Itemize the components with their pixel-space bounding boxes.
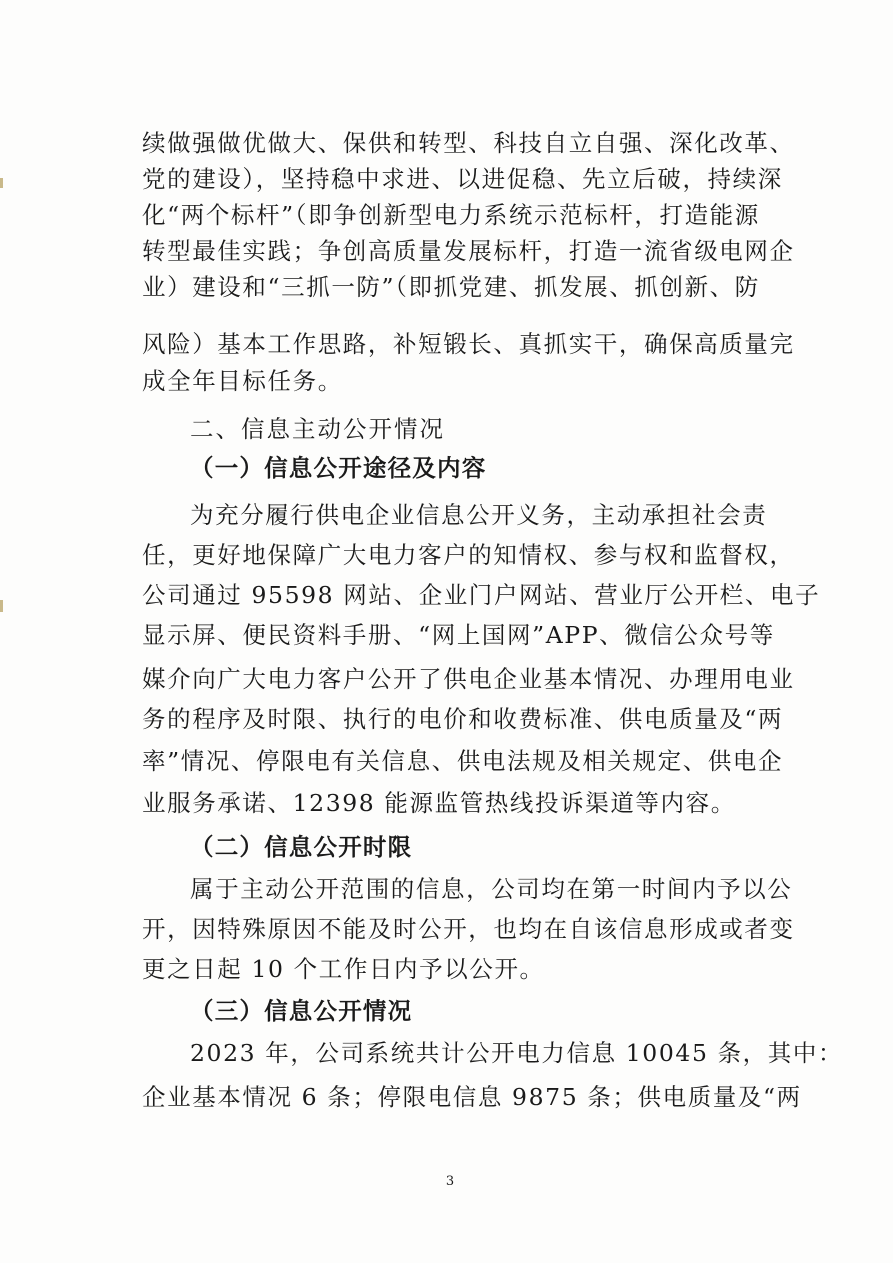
- page-number: 3: [445, 1174, 455, 1189]
- body-text-line: 更之日起 10 个工作日内予以公开。: [142, 955, 545, 983]
- section-heading: 二、信息主动公开情况: [190, 415, 445, 443]
- subsection-heading: （三）信息公开情况: [190, 997, 413, 1025]
- body-text-line: 务的程序及时限、执行的电价和收费标准、供电质量及“两: [142, 705, 784, 733]
- body-text-line: 率”情况、停限电有关信息、供电法规及相关规定、供电企: [142, 747, 784, 775]
- body-text-line: 业服务承诺、12398 能源监管热线投诉渠道等内容。: [142, 789, 736, 817]
- subsection-heading: （二）信息公开时限: [190, 833, 413, 861]
- body-text-line: 化“两个标杆”（即争创新型电力系统示范标杆，打造能源: [142, 201, 760, 229]
- paragraph-first-line: 为充分履行供电企业信息公开义务，主动承担社会责: [190, 501, 768, 529]
- body-text-line: 公司通过 95598 网站、企业门户网站、营业厅公开栏、电子: [142, 581, 821, 609]
- scan-edge-mark: [0, 178, 3, 188]
- paragraph-first-line: 属于主动公开范围的信息，公司均在第一时间内予以公: [190, 875, 793, 903]
- body-text-line: 成全年目标任务。: [142, 367, 343, 395]
- body-text-line: 党的建设），坚持稳中求进、以进促稳、先立后破，持续深: [142, 165, 783, 193]
- scan-edge-mark: [0, 600, 3, 612]
- body-text-line: 风险）基本工作思路，补短锻长、真抓实干，确保高质量完: [142, 330, 795, 358]
- body-text-line: 媒介向广大电力客户公开了供电企业基本情况、办理用电业: [142, 665, 795, 693]
- body-text-line: 企业基本情况 6 条；停限电信息 9875 条；供电质量及“两: [142, 1083, 802, 1111]
- body-text-line: 转型最佳实践；争创高质量发展标杆，打造一流省级电网企: [142, 237, 795, 265]
- body-text-line: 任，更好地保障广大电力客户的知情权、参与权和监督权，: [142, 541, 795, 569]
- body-text-line: 显示屏、便民资料手册、“网上国网”APP、微信公众号等: [142, 621, 775, 649]
- body-text-line: 续做强做优做大、保供和转型、科技自立自强、深化改革、: [142, 129, 795, 157]
- subsection-heading: （一）信息公开途径及内容: [190, 454, 487, 482]
- body-text-line: 开，因特殊原因不能及时公开，也均在自该信息形成或者变: [142, 915, 795, 943]
- body-text-line: 业）建设和“三抓一防”（即抓党建、抓发展、抓创新、防: [142, 273, 760, 301]
- paragraph-first-line: 2023 年，公司系统共计公开电力信息 10045 条，其中：: [190, 1039, 844, 1067]
